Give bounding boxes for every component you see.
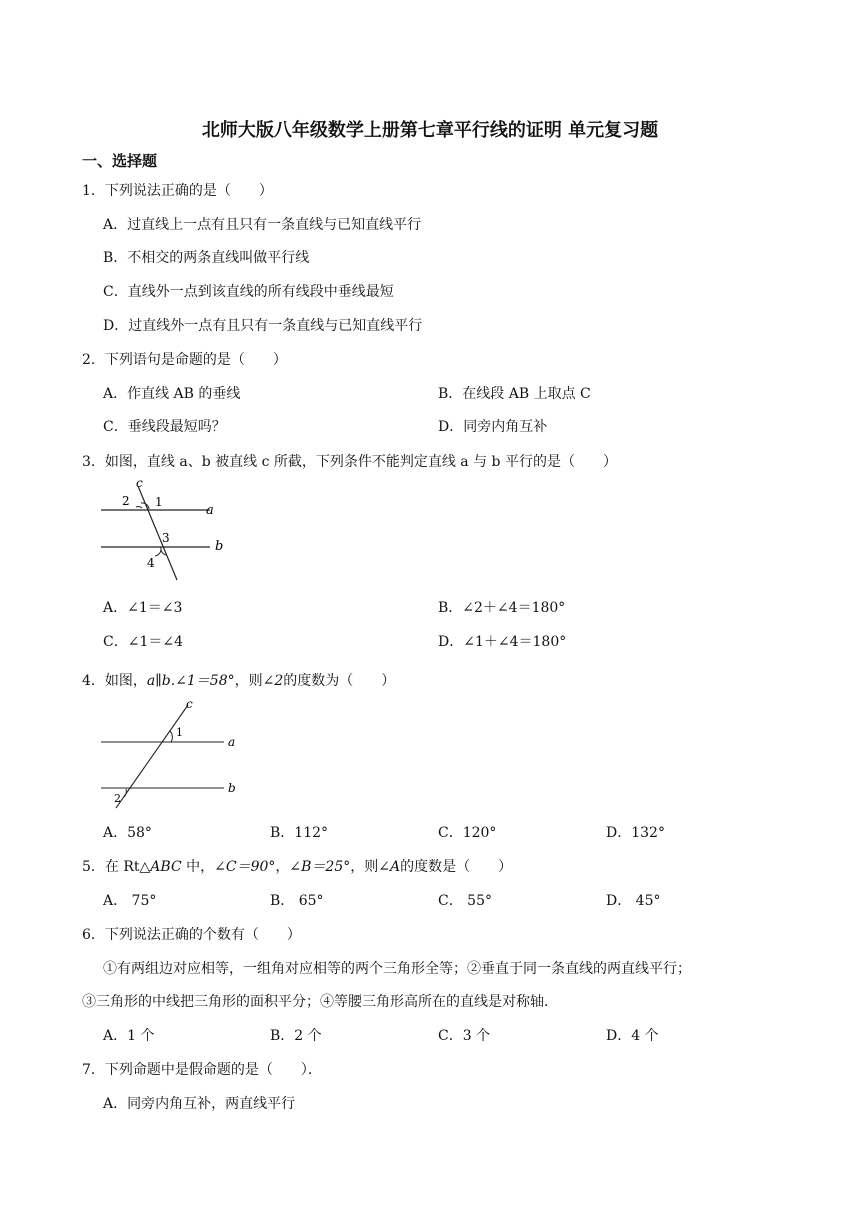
question-6-option-d: D．4 个	[606, 1028, 659, 1044]
question-6-statements-line-2: ③三角形的中线把三角形的面积平分；④等腰三角形高所在的直线是对称轴．	[82, 994, 558, 1010]
question-6-stem: 6．下列说法正确的个数有（ ）	[82, 927, 301, 943]
question-5-option-c: C． 55°	[438, 893, 492, 909]
angle-2-arc	[136, 507, 142, 508]
question-1-option-c: C．直线外一点到该直线的所有线段中垂线最短	[103, 284, 394, 300]
question-5-prefix: 5．在 Rt	[82, 859, 140, 875]
question-3-option-d: D．∠1＋∠4＝180°	[438, 634, 567, 650]
question-6-statements-line-1: ①有两组边对应相等，一组角对应相等的两个三角形全等；②垂直于同一条直线的两直线平行；	[103, 961, 691, 977]
label-b: b	[215, 539, 224, 554]
question-5-angle-a: ∠A	[378, 859, 401, 875]
question-2-option-d: D．同旁内角互补	[438, 419, 548, 435]
question-5-mid3: ，则	[350, 859, 379, 875]
label-angle-1: 1	[176, 726, 183, 739]
question-2-option-a: A．作直线 AB 的垂线	[103, 386, 241, 402]
label-angle-4: 4	[147, 556, 155, 570]
question-4-option-d: D．132°	[606, 825, 665, 841]
question-4-prefix: 4．如图，	[82, 673, 147, 689]
label-c: c	[136, 476, 143, 490]
question-5-angle-c: ∠C＝90°	[214, 859, 276, 875]
question-6-option-a: A．1 个	[103, 1028, 155, 1044]
section-heading: 一、选择题	[82, 152, 158, 170]
angle-1-arc	[170, 731, 172, 742]
question-3-option-b: B．∠2＋∠4＝180°	[438, 600, 566, 616]
question-7-stem: 7．下列命题中是假命题的是（ ）．	[82, 1062, 322, 1078]
question-3-stem: 3．如图，直线 a、b 被直线 c 所截，下列条件不能判定直线 a 与 b 平行的是（ ）	[82, 454, 617, 470]
label-a: a	[206, 503, 214, 518]
question-3-figure	[98, 474, 228, 584]
question-2-stem: 2．下列语句是命题的是（ ）	[82, 352, 287, 368]
question-5-triangle: △ABC	[139, 859, 182, 875]
label-angle-3: 3	[162, 531, 170, 545]
question-5-mid1: 中，	[181, 859, 215, 875]
question-5-angle-b: ∠B＝25°	[289, 859, 351, 875]
angle-4-arc	[155, 550, 161, 556]
label-angle-1: 1	[155, 495, 163, 509]
label-b: b	[228, 781, 236, 795]
question-4-mid: ，则	[234, 673, 263, 689]
question-4-stem	[82, 670, 395, 690]
label-angle-2: 2	[114, 792, 121, 805]
question-4-option-a: A．58°	[103, 825, 152, 841]
question-5-option-d: D． 45°	[606, 893, 661, 909]
question-3-option-a: A．∠1＝∠3	[103, 600, 183, 616]
question-4-option-b: B．112°	[270, 825, 329, 841]
question-2-option-c: C．垂线段最短吗？	[103, 419, 226, 435]
question-3-option-c: C．∠1＝∠4	[103, 634, 183, 650]
question-1-option-d: D．过直线外一点有且只有一条直线与已知直线平行	[103, 318, 423, 334]
question-4-figure	[98, 698, 243, 810]
question-4-angle: ∠2	[262, 673, 284, 689]
question-5-stem	[82, 856, 512, 876]
page-title: 北师大版八年级数学上册第七章平行线的证明 单元复习题	[201, 120, 659, 141]
question-5-option-a: A． 75°	[103, 893, 157, 909]
question-1-option-a: A．过直线上一点有且只有一条直线与已知直线平行	[103, 217, 422, 233]
question-7-option-a: A．同旁内角互补，两直线平行	[103, 1096, 296, 1112]
question-6-option-b: B．2 个	[270, 1028, 322, 1044]
question-5-suffix: 的度数是（ ）	[400, 859, 513, 875]
question-5-mid2: ，	[275, 859, 290, 875]
label-a: a	[228, 735, 236, 749]
question-2-option-b: B．在线段 AB 上取点 C	[438, 386, 591, 402]
question-4-condition: a∥b.∠1＝58°	[146, 673, 235, 689]
question-5-option-b: B． 65°	[270, 893, 324, 909]
question-1-option-b: B．不相交的两条直线叫做平行线	[103, 250, 310, 266]
question-1-stem: 1．下列说法正确的是（ ）	[82, 183, 273, 199]
label-angle-2: 2	[122, 494, 130, 508]
question-6-option-c: C．3 个	[438, 1028, 491, 1044]
label-c: c	[186, 698, 193, 711]
question-4-option-c: C．120°	[438, 825, 497, 841]
question-4-suffix: 的度数为（ ）	[283, 673, 396, 689]
